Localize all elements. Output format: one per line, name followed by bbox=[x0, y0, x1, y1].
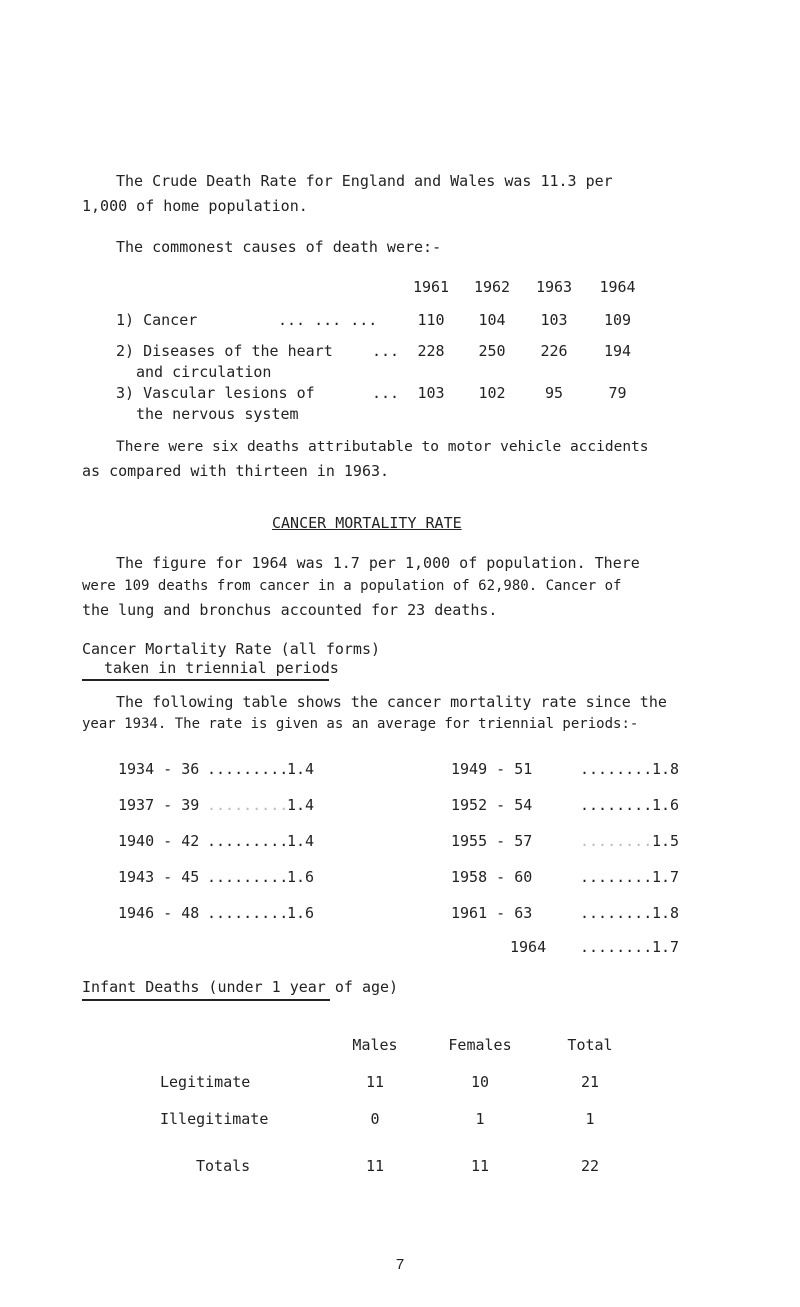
period-dots: ........ bbox=[580, 796, 653, 814]
cause-label-cancer: 1) Cancer bbox=[116, 311, 198, 329]
year-header-1961: 1961 bbox=[412, 278, 450, 296]
period-label: 1949 - 51 bbox=[451, 760, 533, 778]
infant-col-females: Females bbox=[448, 1036, 512, 1054]
cause-dots: ... bbox=[372, 342, 400, 360]
cause-value: 110 bbox=[417, 311, 445, 329]
cause-value: 104 bbox=[478, 311, 506, 329]
cancer-mortality-line-3: the lung and bronchus accounted for 23 deaths. bbox=[82, 601, 498, 619]
cause-dots: ... ... ... bbox=[278, 311, 378, 329]
triennial-heading-2: taken in triennial periods bbox=[104, 659, 339, 677]
intro-line-2: 1,000 of home population. bbox=[82, 197, 308, 215]
causes-heading: The commonest causes of death were:- bbox=[116, 238, 442, 256]
cancer-mortality-title: CANCER MORTALITY RATE bbox=[272, 514, 462, 532]
cancer-mortality-line-2: were 109 deaths from cancer in a population of 62,980. Cancer of bbox=[82, 578, 622, 594]
cause-value: 109 bbox=[603, 311, 632, 329]
motor-line-1: There were six deaths attributable to motor vehicle accidents bbox=[116, 439, 649, 455]
period-label: 1946 - 48 bbox=[118, 904, 200, 922]
infant-col-males: Males bbox=[352, 1036, 398, 1054]
cause-value: 194 bbox=[603, 342, 632, 360]
infant-cell: 11 bbox=[365, 1157, 385, 1175]
cause-label-vascular: 3) Vascular lesions of bbox=[116, 384, 315, 402]
period-label: 1934 - 36 bbox=[118, 760, 200, 778]
period-rate: 1.4 bbox=[287, 832, 315, 850]
cause-value: 102 bbox=[478, 384, 506, 402]
cause-label-vascular-cont: the nervous system bbox=[136, 405, 299, 423]
period-label: 1937 - 39 bbox=[118, 796, 200, 814]
cause-dots: ... bbox=[372, 384, 400, 402]
period-rate: 1.6 bbox=[287, 868, 315, 886]
infant-cell: 0 bbox=[370, 1110, 380, 1128]
infant-cell: 21 bbox=[580, 1073, 600, 1091]
infant-cell: 11 bbox=[365, 1073, 385, 1091]
infant-cell: 1 bbox=[585, 1110, 595, 1128]
year-header-1963: 1963 bbox=[535, 278, 573, 296]
infant-row-label: Totals bbox=[196, 1157, 251, 1175]
year-header-1964: 1964 bbox=[599, 278, 636, 296]
cause-value: 95 bbox=[544, 384, 564, 402]
period-dots: ........ bbox=[580, 868, 653, 886]
triennial-heading-1: Cancer Mortality Rate (all forms) bbox=[82, 640, 381, 658]
period-dots: ........ bbox=[580, 938, 653, 956]
infant-cell: 10 bbox=[470, 1073, 490, 1091]
period-rate: 1.8 bbox=[652, 904, 680, 922]
motor-line-2: as compared with thirteen in 1963. bbox=[82, 462, 390, 480]
period-label: 1961 - 63 bbox=[451, 904, 533, 922]
infant-cell: 11 bbox=[470, 1157, 490, 1175]
period-rate: 1.8 bbox=[652, 760, 680, 778]
period-rate: 1.7 bbox=[652, 868, 680, 886]
period-dots: ......... bbox=[207, 796, 289, 814]
cause-value: 79 bbox=[608, 384, 627, 402]
cause-value: 226 bbox=[540, 342, 568, 360]
infant-cell: 1 bbox=[475, 1110, 485, 1128]
infant-cell: 22 bbox=[580, 1157, 600, 1175]
triennial-para-2: year 1934. The rate is given as an average for triennial periods:- bbox=[82, 716, 639, 732]
period-rate: 1.5 bbox=[652, 832, 680, 850]
page-number: 7 bbox=[395, 1256, 405, 1273]
period-label: 1964 bbox=[510, 938, 547, 956]
cause-label-heart: 2) Diseases of the heart bbox=[116, 342, 333, 360]
infant-heading: Infant Deaths (under 1 year of age) bbox=[82, 978, 399, 996]
cancer-mortality-line-1: The figure for 1964 was 1.7 per 1,000 of population. There bbox=[116, 554, 640, 572]
cause-value: 103 bbox=[540, 311, 568, 329]
period-label: 1955 - 57 bbox=[451, 832, 533, 850]
period-dots: ........ bbox=[580, 904, 653, 922]
cause-value: 250 bbox=[478, 342, 506, 360]
period-rate: 1.4 bbox=[287, 796, 315, 814]
intro-line-1: The Crude Death Rate for England and Wales was 11.3 per bbox=[116, 172, 613, 190]
infant-row-label: Illegitimate bbox=[160, 1110, 269, 1128]
period-dots: ......... bbox=[207, 868, 289, 886]
year-header-1962: 1962 bbox=[473, 278, 511, 296]
period-rate: 1.7 bbox=[652, 938, 680, 956]
period-dots: ......... bbox=[207, 832, 289, 850]
period-dots: ........ bbox=[580, 832, 653, 850]
period-label: 1958 - 60 bbox=[451, 868, 533, 886]
period-label: 1940 - 42 bbox=[118, 832, 200, 850]
period-dots: ........ bbox=[580, 760, 653, 778]
period-rate: 1.6 bbox=[652, 796, 680, 814]
period-label: 1952 - 54 bbox=[451, 796, 533, 814]
cause-value: 103 bbox=[417, 384, 445, 402]
cause-label-heart-cont: and circulation bbox=[136, 363, 272, 381]
period-rate: 1.4 bbox=[287, 760, 315, 778]
period-dots: ......... bbox=[207, 760, 289, 778]
triennial-para-1: The following table shows the cancer mortality rate since the bbox=[116, 693, 667, 711]
infant-row-label: Legitimate bbox=[160, 1073, 251, 1091]
period-dots: ......... bbox=[207, 904, 289, 922]
infant-heading-rule bbox=[82, 999, 330, 1001]
period-label: 1943 - 45 bbox=[118, 868, 200, 886]
period-rate: 1.6 bbox=[287, 904, 315, 922]
heading-rule bbox=[82, 679, 329, 681]
infant-col-total: Total bbox=[567, 1036, 613, 1054]
cause-value: 228 bbox=[417, 342, 445, 360]
